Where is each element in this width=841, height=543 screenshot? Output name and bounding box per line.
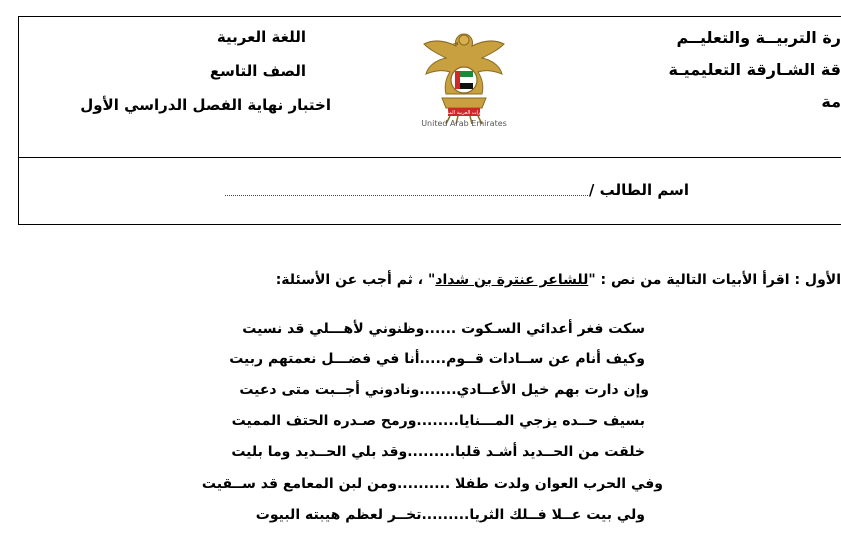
verse-line: بسيف حــده يزجي المـــنايا........ورمح صـدره الحتف المميت — [231, 413, 645, 429]
emblem-caption: United Arab Emirates — [421, 119, 507, 128]
header-right-line1: رة التربيــة والتعليــم — [676, 28, 841, 47]
svg-text:الإمارات العربية المتحدة: الإمارات العربية المتحدة — [439, 110, 489, 116]
student-name-box — [18, 156, 841, 225]
verse-line: سكت فغر أعدائي السـكوت ......وظنوني لأهـــلي قد نسيت — [242, 321, 645, 337]
verse-line: ولي بيت عــلا فــلك الثريا.........تخــر لعظم هيبته البيوت — [255, 507, 645, 523]
exam-title: اختبار نهاية الفصل الدراسي الأول — [80, 96, 331, 114]
uae-emblem-icon — [418, 20, 510, 132]
header-right-line3: مة — [821, 92, 841, 111]
student-name-label: اسم الطالب / — [588, 181, 689, 199]
header-right-line2: قة الشـارقة التعليميـة — [668, 60, 841, 79]
grade-label: الصف التاسع — [209, 62, 306, 80]
subject-label: اللغة العربية — [216, 28, 306, 46]
verse-line: وفي الحرب العوان ولدت طفلا ..........ومن لبن المعامع قد ســقيت — [201, 476, 663, 492]
poem-title: للشاعر عنترة بن شداد — [435, 272, 589, 288]
verse-line: وإن دارت بهم خيل الأعــادي.......ونادوني أجــبت متى دعيت — [239, 382, 649, 398]
question-intro — [276, 272, 841, 288]
verse-line: وكيف أنام عن ســادات قــوم.....أنا في فضـــل نعمتهم ربيت — [229, 351, 645, 367]
question-suffix: " ، ثم أجب عن الأسئلة: — [275, 272, 436, 288]
student-name-field[interactable] — [225, 195, 590, 196]
question-prefix: الأول : اقرأ الأبيات التالية من نص : " — [588, 272, 841, 288]
verse-line: خلقت من الحــديد أشـد قلبا.........وقد بلي الحــديد وما بليت — [231, 444, 645, 460]
